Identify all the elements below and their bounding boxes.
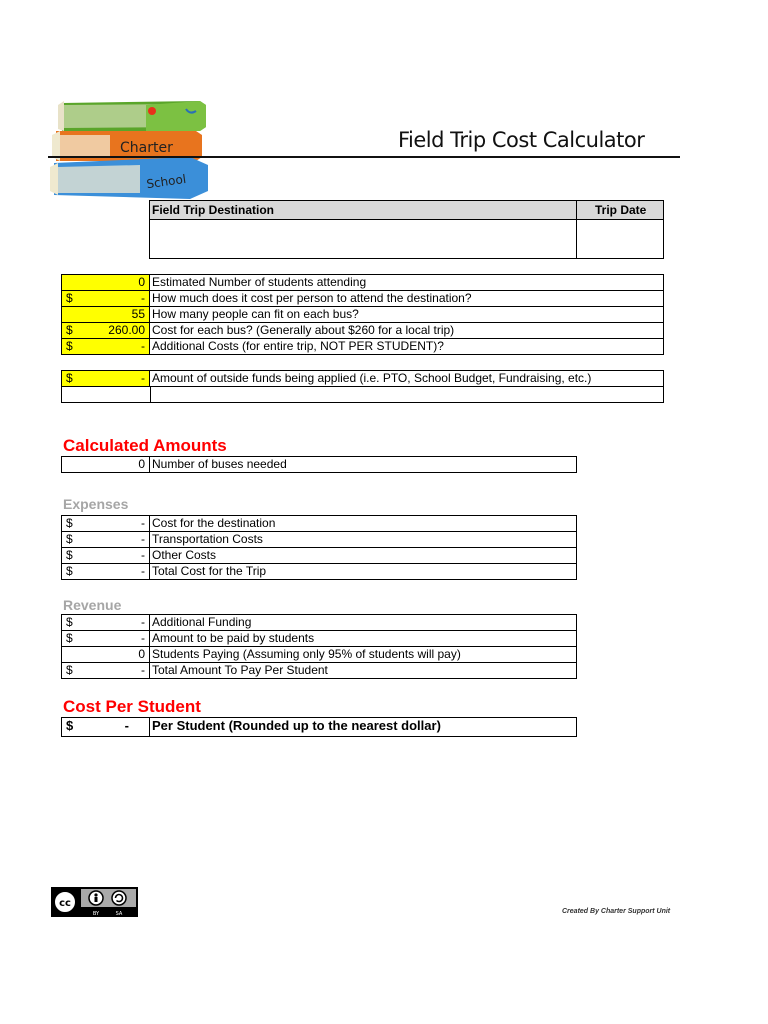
trip-date-input[interactable]	[577, 220, 663, 258]
revenue-heading: Revenue	[63, 597, 122, 613]
bus-cost-input[interactable]: $ 260.00	[62, 323, 150, 338]
expense-row: $ - Total Cost for the Trip	[61, 563, 577, 580]
logo-word-school: School	[145, 171, 187, 192]
cost-per-person-value: -	[141, 291, 145, 305]
outside-funds-input[interactable]: $ -	[62, 371, 150, 386]
students-value: 0	[138, 275, 145, 289]
cost-per-student-heading: Cost Per Student	[63, 697, 201, 716]
expense-label: Total Cost for the Trip	[152, 564, 267, 578]
svg-text:cc: cc	[59, 898, 71, 909]
expense-row: $ - Other Costs	[61, 547, 577, 563]
expense-label: Cost for the destination	[152, 516, 276, 530]
input-row-students	[61, 274, 664, 290]
svg-text:BY: BY	[92, 911, 100, 917]
destination-input[interactable]	[150, 220, 576, 258]
input-row-outside-funds	[61, 370, 664, 386]
cost-per-person-input[interactable]: $ -	[62, 291, 150, 306]
title-divider	[48, 156, 680, 158]
bus-cost-label: Cost for each bus? (Generally about $260 for a local trip)	[152, 323, 455, 337]
additional-costs-input[interactable]: $ -	[62, 339, 150, 354]
outside-funds-value: -	[141, 371, 145, 385]
revenue-label: Amount to be paid by students	[152, 631, 315, 645]
per-student-row: $ - Per Student (Rounded up to the nearest dollar)	[61, 717, 577, 737]
calculated-amounts-heading: Calculated Amounts	[63, 436, 227, 455]
expense-row: $ - Cost for the destination	[61, 515, 577, 531]
buses-needed-value: 0	[138, 457, 145, 471]
students-input[interactable]	[62, 275, 150, 290]
additional-costs-value: -	[141, 339, 145, 353]
students-label: Estimated Number of students attending	[152, 275, 367, 289]
revenue-row: 0 Students Paying (Assuming only 95% of students will pay)	[61, 646, 577, 662]
input-row-bus-capacity	[61, 306, 664, 322]
per-student-label: Per Student (Rounded up to the nearest dollar)	[152, 718, 441, 733]
revenue-row: $ - Total Amount To Pay Per Student	[61, 662, 577, 679]
outside-funds-notes	[61, 386, 664, 403]
buses-needed-row	[61, 456, 577, 473]
charter-school-logo	[50, 95, 210, 205]
bus-capacity-value: 55	[131, 307, 145, 321]
bus-capacity-label: How many people can fit on each bus?	[152, 307, 359, 321]
cost-per-person-label: How much does it cost per person to attend the destination?	[152, 291, 472, 305]
additional-costs-label: Additional Costs (for entire trip, NOT PER STUDENT)?	[152, 339, 444, 353]
share-alike-icon	[112, 891, 126, 905]
credit-text: Created By Charter Support Unit	[562, 908, 671, 915]
input-row-cost-per-person	[61, 290, 664, 306]
destination-table	[149, 200, 664, 259]
revenue-label: Students Paying (Assuming only 95% of students will pay)	[152, 647, 461, 661]
buses-needed-label: Number of buses needed	[152, 457, 287, 471]
bus-cost-value: 260.00	[108, 323, 145, 337]
revenue-label: Additional Funding	[152, 615, 252, 629]
destination-table-header	[150, 201, 663, 220]
revenue-row: $ - Amount to be paid by students	[61, 630, 577, 646]
expenses-heading: Expenses	[63, 496, 129, 512]
expense-row: $ - Transportation Costs	[61, 531, 577, 547]
creative-commons-badge	[51, 887, 138, 917]
input-row-bus-cost	[61, 322, 664, 338]
logo-word-charter: Charter	[120, 140, 173, 156]
page-title: Field Trip Cost Calculator	[398, 128, 645, 152]
per-student-value: -	[124, 718, 129, 733]
bus-capacity-input[interactable]	[62, 307, 150, 322]
trip-date-header: Trip Date	[595, 203, 647, 217]
expense-label: Other Costs	[152, 548, 217, 562]
revenue-row: $ - Additional Funding	[61, 614, 577, 630]
outside-funds-label: Amount of outside funds being applied (i.e. PTO, School Budget, Fundraising, etc.)	[152, 371, 592, 385]
svg-text:SA: SA	[115, 911, 123, 917]
destination-header: Field Trip Destination	[152, 203, 275, 217]
input-row-additional-costs	[61, 338, 664, 355]
revenue-label: Total Amount To Pay Per Student	[152, 663, 328, 677]
expense-label: Transportation Costs	[152, 532, 263, 546]
